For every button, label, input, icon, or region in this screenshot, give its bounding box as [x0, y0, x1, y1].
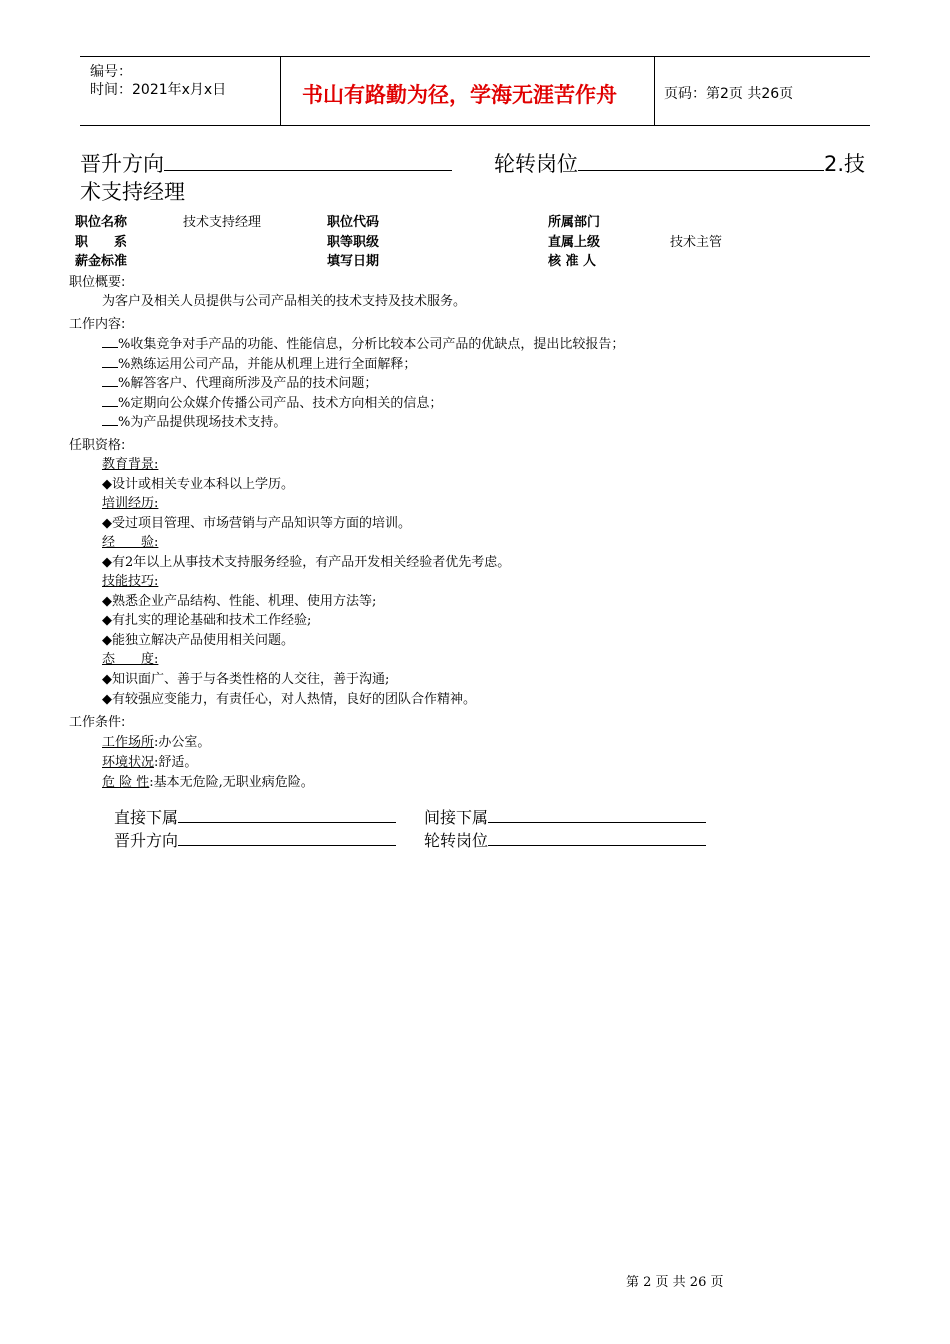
indirect-subordinate-line: 间接下属	[424, 805, 706, 828]
condition-risk: 危 险 性:基本无危险,无职业病危险。	[102, 775, 314, 790]
condition-place: 工作场所:办公室。	[102, 735, 211, 750]
title-line	[80, 148, 452, 178]
info-key: 职位名称	[75, 215, 128, 230]
header-divider	[654, 57, 655, 125]
page-footer: 第 2 页 共 26 页	[626, 1275, 724, 1290]
document-number-label: 编号：	[90, 64, 132, 80]
info-key: 填写日期	[327, 254, 380, 269]
section-heading: 职位概要:	[69, 275, 126, 290]
percent-blank	[102, 414, 118, 426]
training-text: ◆受过项目管理、市场营销与产品知识等方面的培训。	[102, 516, 411, 531]
attitude-item: ◆知识面广、善于与各类性格的人交往，善于沟通;	[102, 672, 390, 687]
education-text: ◆设计或相关专业本科以上学历。	[102, 477, 294, 492]
section-heading: 任职资格:	[69, 438, 126, 453]
duty-item: %收集竞争对手产品的功能、性能信息，分析比较本公司产品的优缺点，提出比较报告；	[102, 333, 624, 352]
duty-item: %为产品提供现场技术支持。	[102, 411, 286, 430]
attitude-item: ◆有较强应变能力，有责任心，对人热情，良好的团队合作精神。	[102, 692, 476, 707]
skills-label: 技能技巧:	[102, 574, 159, 589]
info-key: 核 准 人	[548, 254, 597, 269]
direct-subordinate-blank	[178, 807, 396, 823]
percent-blank	[102, 336, 118, 348]
info-key: 所属部门	[548, 215, 601, 230]
duty-item: %熟练运用公司产品，并能从机理上进行全面解释；	[102, 353, 416, 372]
skill-item: ◆熟悉企业产品结构、性能、机理、使用方法等;	[102, 594, 377, 609]
skill-item: ◆有扎实的理论基础和技术工作经验;	[102, 613, 312, 628]
experience-text: ◆有2年以上从事技术支持服务经验，有产品开发相关经验者优先考虑。	[102, 555, 511, 570]
experience-label: 经 验:	[102, 535, 159, 550]
motto: 书山有路勤为径，学海无涯苦作舟	[302, 82, 617, 107]
indirect-subordinate-blank	[488, 807, 706, 823]
promotion-direction-label: 晋升方向	[80, 152, 164, 176]
page-header	[80, 56, 870, 126]
position-title: 术支持经理	[80, 180, 185, 204]
info-key: 职位代码	[327, 215, 380, 230]
info-key: 职等职级	[327, 235, 380, 250]
page-number-label: 页码：第2页 共26页	[664, 86, 794, 102]
info-key: 直属上级	[548, 235, 601, 250]
rotation-post-label: 轮转岗位	[494, 152, 578, 176]
rotation-blank	[488, 830, 706, 846]
rotation-post-blank	[578, 152, 824, 171]
duty-item: %定期向公众媒介传播公司产品、技术方向相关的信息；	[102, 392, 442, 411]
section-heading: 工作条件:	[69, 715, 126, 730]
overview-text: 为客户及相关人员提供与公司产品相关的技术支持及技术服务。	[102, 294, 467, 309]
education-label: 教育背景:	[102, 457, 159, 472]
rotation-line-bottom: 轮转岗位	[424, 828, 706, 851]
promotion-direction-blank	[164, 152, 452, 171]
attitude-label: 态 度:	[102, 652, 159, 667]
info-key: 职 系	[75, 235, 128, 250]
condition-environment: 环境状况:舒适。	[102, 755, 198, 770]
percent-blank	[102, 395, 118, 407]
percent-blank	[102, 375, 118, 387]
title-tail: 2.技	[824, 152, 866, 176]
info-value: 技术支持经理	[183, 215, 262, 230]
header-divider	[280, 57, 281, 125]
direct-subordinate-line: 直接下属	[114, 805, 396, 828]
info-value: 技术主管	[670, 235, 723, 250]
duty-item: %解答客户、代理商所涉及产品的技术问题；	[102, 372, 377, 391]
document-time-label: 时间：2021年x月x日	[90, 82, 227, 98]
skill-item: ◆能独立解决产品使用相关问题。	[102, 633, 294, 648]
rotation-line	[494, 148, 865, 178]
section-heading: 工作内容:	[69, 317, 126, 332]
percent-blank	[102, 356, 118, 368]
promotion-blank	[178, 830, 396, 846]
promotion-line: 晋升方向	[114, 828, 396, 851]
training-label: 培训经历:	[102, 496, 159, 511]
info-key: 薪金标准	[75, 254, 128, 269]
